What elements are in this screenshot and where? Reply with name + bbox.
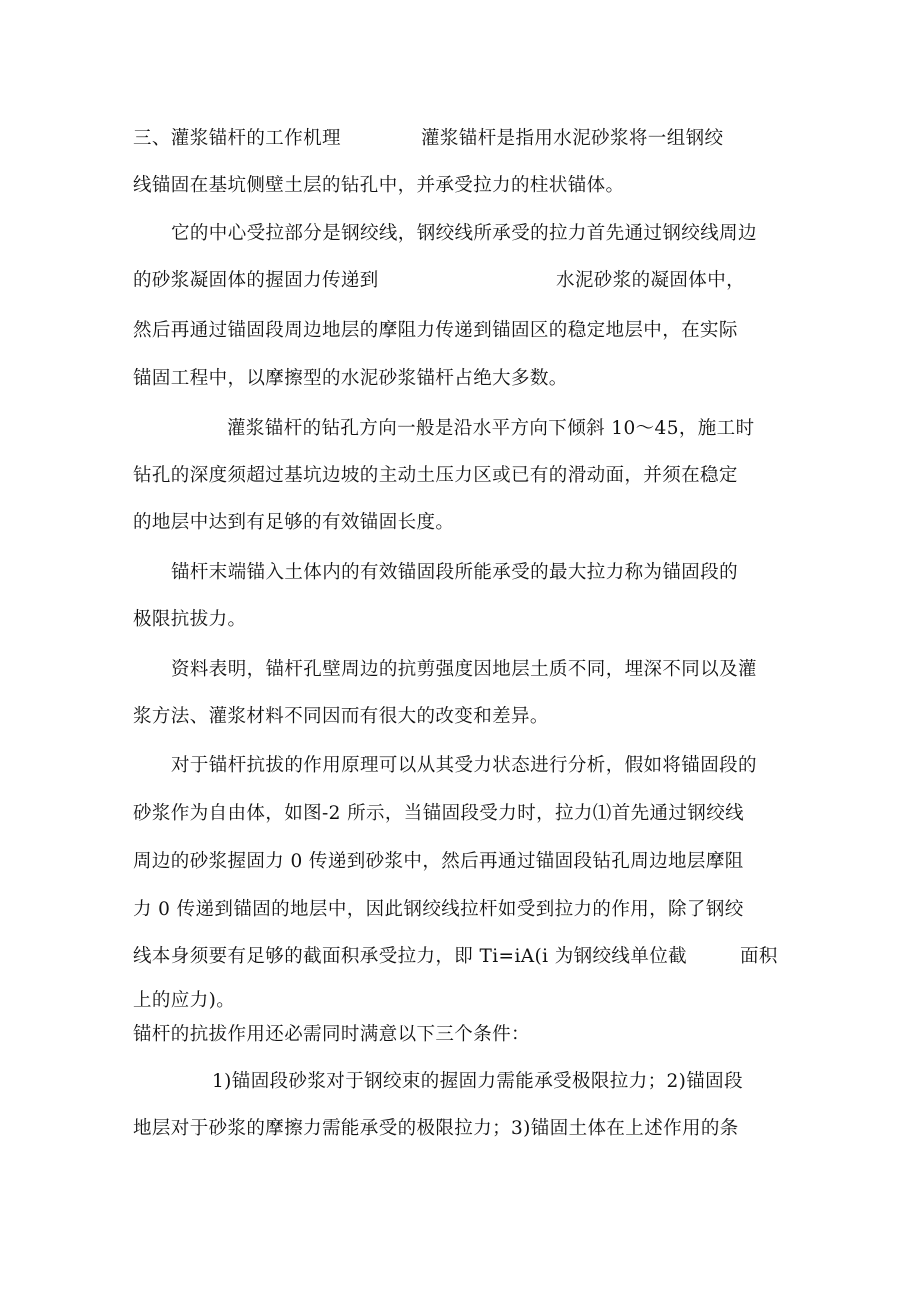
text-line: 然后再通过锚固段周边地层的摩阻力传递到锚固区的稳定地层中，在实际 — [133, 320, 738, 341]
text-line: 上的应力)。 — [133, 990, 236, 1011]
text-line: 钻孔的深度须超过基坑边坡的主动土压力区或已有的滑动面，并须在稳定 — [133, 465, 738, 486]
text-line: 浆方法、灌浆材料不同因而有很大的改变和差异。 — [133, 706, 549, 727]
text-line: 地层对于砂浆的摩擦力需能承受的极限拉力；3)锚固土体在上述作用的条 — [133, 1118, 739, 1139]
text-line: 对于锚杆抗拔的作用原理可以从其受力状态进行分析，假如将锚固段的 — [171, 755, 757, 776]
text-line: 锚杆的抗拔作用还必需同时满意以下三个条件： — [133, 1024, 530, 1045]
text-line: 的砂浆凝固体的握固力传递到 — [133, 270, 379, 291]
text-line: 的地层中达到有足够的有效锚固长度。 — [133, 512, 455, 533]
text-line: 周边的砂浆握固力 0 传递到砂浆中，然后再通过锚固段钻孔周边地层摩阻 — [133, 851, 744, 872]
text-line: 砂浆作为自由体，如图-2 所示，当锚固段受力时，拉力⑴首先通过钢绞线 — [133, 803, 745, 824]
text-line: 线锚固在基坑侧壁土层的钻孔中，并承受拉力的柱状锚体。 — [133, 175, 625, 196]
text-line: 线本身须要有足够的截面积承受拉力，即 Ti=iA(i 为钢绞线单位截 — [133, 946, 688, 967]
text-line: 水泥砂浆的凝固体中， — [556, 270, 746, 291]
text-line: 资料表明，锚杆孔壁周边的抗剪强度因地层土质不同，埋深不同以及灌 — [171, 659, 757, 680]
text-line: 1)锚固段砂浆对于钢绞束的握固力需能承受极限拉力；2)锚固段 — [212, 1071, 743, 1092]
text-line: 灌浆锚杆的钻孔方向一般是沿水平方向下倾斜 10～45，施工时 — [227, 418, 755, 439]
text-line: 力 0 传递到锚固的地层中，因此钢绞线拉杆如受到拉力的作用，除了钢绞 — [133, 899, 744, 920]
text-line: 锚杆末端锚入土体内的有效锚固段所能承受的最大拉力称为锚固段的 — [171, 562, 739, 583]
text-line: 锚固工程中，以摩擦型的水泥砂浆锚杆占绝大多数。 — [133, 368, 568, 389]
text-line: 面积 — [740, 946, 778, 967]
section-heading: 三、灌浆锚杆的工作机理 — [133, 128, 341, 149]
text-line: 它的中心受拉部分是钢绞线，钢绞线所承受的拉力首先通过钢绞线周边 — [171, 223, 757, 244]
text-line: 灌浆锚杆是指用水泥砂浆将一组钢绞 — [421, 128, 724, 149]
text-line: 极限抗拔力。 — [133, 609, 247, 630]
